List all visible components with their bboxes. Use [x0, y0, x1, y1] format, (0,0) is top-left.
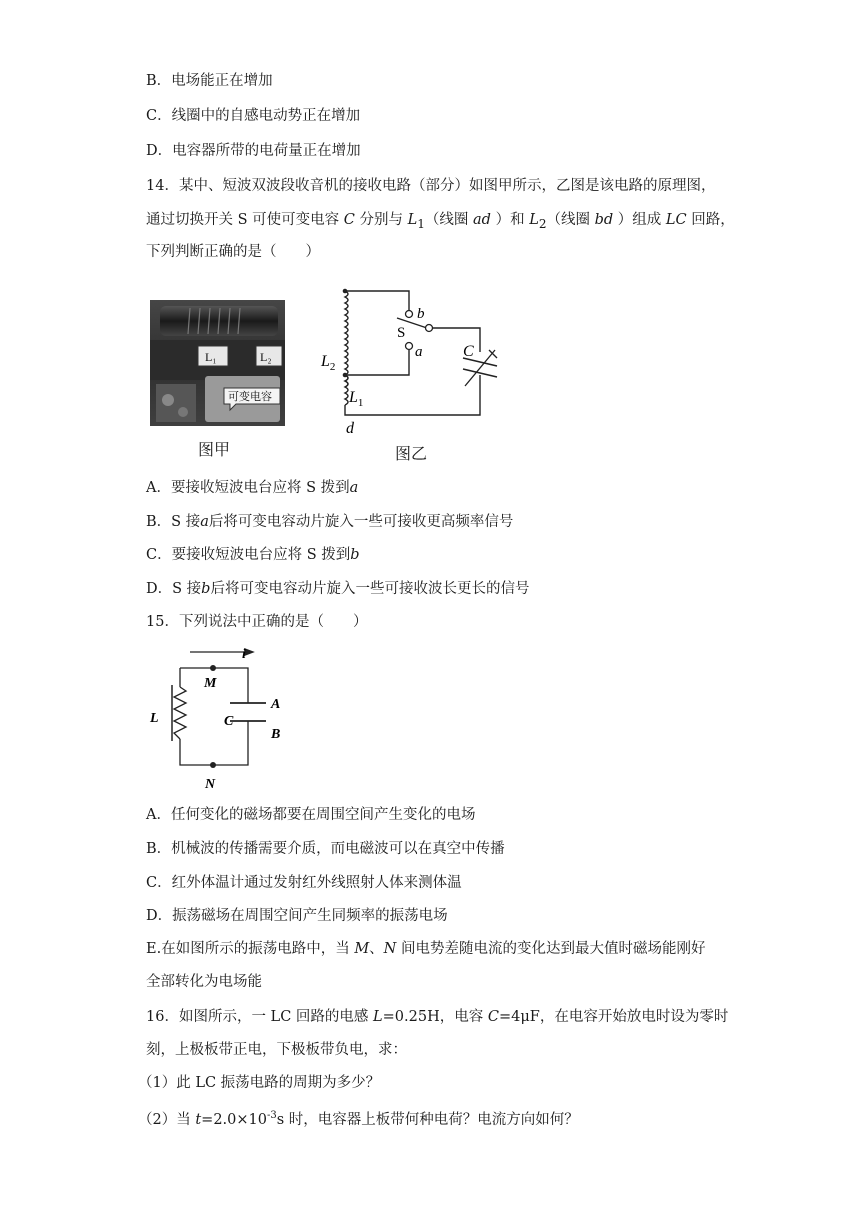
q16-sub-question-2: （2）当 $t=2.0\times 10^{-3}s$ 时，电容器上板带何种电荷？电流方向如何？: [138, 1110, 579, 1128]
inductor-l: [174, 687, 186, 739]
label-l2: $L_2$: [321, 353, 336, 373]
label-d: d: [346, 420, 354, 437]
q16-stem-line2: 刻，上极板带正电，下极板带负电，求：: [146, 1042, 407, 1058]
q14-stem-line1: 14．某中、短波双波段收音机的接收电路（部分）如图甲所示，乙图是该电路的原理图，: [146, 178, 716, 194]
terminal-b: [406, 311, 413, 318]
label-b: b: [417, 306, 425, 322]
q14-option-d: D．S 接b后将可变电容动片旋入一些可接收波长更长的信号: [146, 581, 530, 597]
label-l1: $L_1$: [349, 389, 364, 409]
q15-option-e-line1: E.在如图所示的振荡电路中，当 M、N 间电势差随电流的变化达到最大值时磁场能刚好: [146, 941, 706, 957]
terminal-a: [406, 343, 413, 350]
photo-label-capacitor: 可变电容: [228, 391, 272, 403]
q15-option-c: C．红外体温计通过发射红外线照射人体来测体温: [146, 875, 462, 891]
photo-label-l2: L₂: [260, 350, 272, 364]
q13-option-b: B．电场能正在增加: [146, 73, 273, 89]
q13-option-d: D．电容器所带的电荷量正在增加: [146, 143, 361, 159]
label-m: M: [204, 676, 217, 691]
label-n: N: [205, 777, 216, 792]
q15-option-d: D．振荡磁场在周围空间产生同频率的振荡电场: [146, 908, 448, 924]
figure-jia-photo: [150, 300, 285, 426]
q15-option-a: A．任何变化的磁场都要在周围空间产生变化的电场: [146, 807, 476, 823]
q13-option-c: C．线圈中的自感电动势正在增加: [146, 108, 361, 124]
node-n: [210, 762, 216, 768]
terminal-s: [426, 325, 433, 332]
label-l: L: [150, 711, 159, 726]
label-b: B: [271, 727, 281, 742]
coil-l2: [345, 291, 348, 387]
q14-option-b: B．S 接a后将可变电容动片旋入一些可接收更高频率信号: [146, 514, 514, 530]
figure-yi-circuit: [315, 280, 500, 440]
node-m: [210, 665, 216, 671]
caption-jia: 图甲: [198, 440, 231, 459]
q16-stem-line1: 16．如图所示，一 LC 回路的电感 L=0.25H，电容 C=4μF，在电容开始放电时设为零时: [146, 1009, 729, 1025]
q16-sub-question-1: （1）此 LC 振荡电路的周期为多少？: [138, 1075, 381, 1091]
label-c: C: [224, 714, 234, 729]
q15-circuit-figure: [145, 643, 295, 795]
q14-option-a: A．要接收短波电台应将 S 拨到a: [146, 480, 359, 496]
label-i: i: [242, 647, 246, 662]
label-a: A: [271, 697, 281, 712]
q15-stem: 15．下列说法中正确的是（ ）: [146, 614, 368, 630]
q15-option-e-line2: 全部转化为电场能: [146, 974, 262, 990]
photo-label-l1: L₁: [205, 350, 217, 364]
q14-stem-line3: 下列判断正确的是（ ）: [146, 244, 320, 260]
coil-l1: [345, 375, 348, 405]
caption-yi: 图乙: [395, 444, 428, 463]
label-s: S: [397, 325, 406, 341]
q15-option-b: B．机械波的传播需要介质，而电磁波可以在真空中传播: [146, 841, 505, 857]
q14-stem-line2: 通过切换开关 S 可使可变电容 C 分别与 $L_1$（线圈 ad ）和 $L_2$（线圈 bd ）组成 LC 回路，: [146, 212, 735, 231]
label-c: C: [463, 343, 474, 360]
label-a: a: [415, 344, 423, 360]
q14-option-c: C．要接收短波电台应将 S 拨到b: [146, 547, 360, 563]
